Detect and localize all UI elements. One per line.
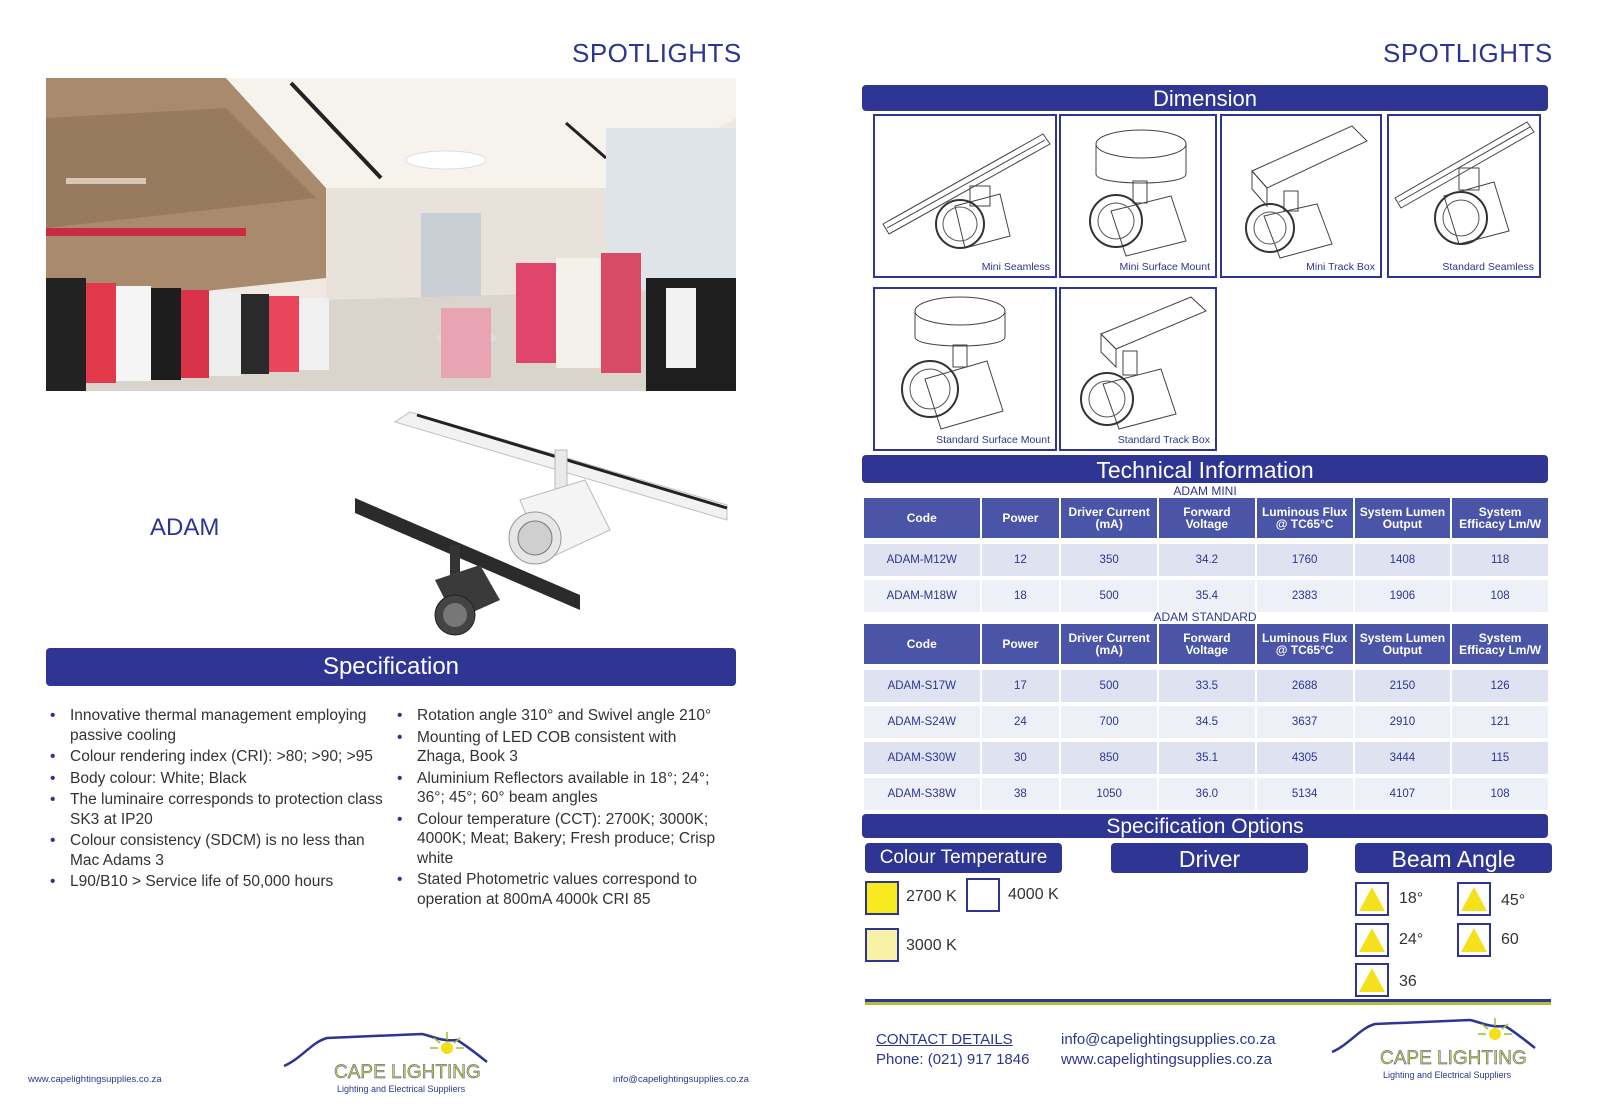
contact-email-link[interactable]: info@capelightingsupplies.co.za [1061,1031,1276,1048]
dimension-heading: Dimension [862,85,1548,111]
logo-tagline: Lighting and Electrical Suppliers [337,1084,466,1094]
cell-lumen: 2910 [1355,706,1451,738]
dimension-mini-seamless [873,114,1057,278]
beam-24-label: 24° [1399,931,1424,948]
cell-lumen: 3444 [1355,742,1451,774]
spec-item: • Colour temperature (CCT): 2700K; 3000K; 4000K; Meat; Bakery; Fresh produce; Crisp white [393,810,723,869]
cape-lighting-logo [1330,1014,1540,1089]
dimension-caption: Mini Surface Mount [1119,261,1210,273]
specification-heading: Specification [46,648,736,686]
col-header: System Lumen Output [1355,624,1451,664]
label-4000k: 4000 K [1008,886,1059,903]
beam-24-icon [1355,923,1389,957]
footer-divider-green [865,1002,1551,1005]
spec-item: • Body colour: White; Black [46,769,386,789]
cell-flux: 2688 [1257,670,1353,702]
cell-voltage: 35.1 [1159,742,1255,774]
table-row [864,742,1548,774]
dimension-standard-track-box [1059,287,1217,451]
cell-efficacy: 126 [1452,670,1548,702]
spec-item: • Rotation angle 310° and Swivel angle 210° [393,706,723,726]
dimension-standard-seamless [1387,114,1541,278]
beam-36-label: 36 [1399,973,1417,990]
cell-flux: 2383 [1257,580,1353,612]
col-header: System Efficacy Lm/W [1452,498,1548,538]
beam-angle-heading: Beam Angle [1355,843,1552,873]
left-page-title: SPOTLIGHTS [572,38,742,68]
footer-email: info@capelightingsupplies.co.za [613,1074,749,1085]
table-row [864,778,1548,810]
cell-code: ADAM-S30W [864,742,980,774]
spec-options-heading: Specification Options [862,814,1548,838]
label-3000k: 3000 K [906,937,957,954]
beam-45-label: 45° [1501,892,1526,909]
cell-current: 500 [1061,670,1157,702]
cell-code: ADAM-S38W [864,778,980,810]
col-header: Driver Current (mA) [1061,624,1157,664]
dimension-caption: Standard Track Box [1117,434,1210,446]
col-header: Luminous Flux @ TC65°C [1257,624,1353,664]
beam-36-icon [1355,963,1389,997]
swatch-3000k [865,928,899,962]
cell-voltage: 34.2 [1159,544,1255,576]
dimension-mini-track-box [1220,114,1382,278]
col-header: Driver Current (mA) [1061,498,1157,538]
adam-standard-table [862,624,1550,810]
swatch-2700k [865,881,899,915]
cell-efficacy: 108 [1452,778,1548,810]
cell-current: 500 [1061,580,1157,612]
spec-list-col1 [46,706,386,894]
cell-power: 18 [982,580,1060,612]
table-row [864,580,1548,612]
col-header: Power [982,498,1060,538]
col-header: Power [982,624,1060,664]
cell-current: 850 [1061,742,1157,774]
cell-voltage: 34.5 [1159,706,1255,738]
technical-info-heading: Technical Information [862,455,1548,483]
swatch-4000k [966,878,1000,912]
cell-efficacy: 118 [1452,544,1548,576]
cell-flux: 4305 [1257,742,1353,774]
cell-power: 12 [982,544,1060,576]
cell-power: 38 [982,778,1060,810]
spec-item: • L90/B10 > Service life of 50,000 hours [46,872,386,892]
col-header: Luminous Flux @ TC65°C [1257,498,1353,538]
beam-60-icon [1457,923,1491,957]
dimension-caption: Mini Seamless [981,261,1050,273]
cell-code: ADAM-M18W [864,580,980,612]
col-header: System Lumen Output [1355,498,1451,538]
logo-tagline: Lighting and Electrical Suppliers [1383,1070,1512,1080]
spec-list-col2 [393,706,723,911]
cell-current: 350 [1061,544,1157,576]
col-header: System Efficacy Lm/W [1452,624,1548,664]
adam-standard-title: ADAM STANDARD [1153,610,1257,624]
dimension-caption: Standard Seamless [1442,261,1534,273]
driver-heading: Driver [1111,843,1308,873]
table-row [864,544,1548,576]
dimension-caption: Mini Track Box [1306,261,1375,273]
track-spotlight-product-image [355,410,730,640]
product-name: ADAM [150,514,220,541]
contact-phone: Phone: (021) 917 1846 [876,1051,1030,1068]
cell-power: 17 [982,670,1060,702]
adam-mini-table [862,498,1550,612]
cell-code: ADAM-M12W [864,544,980,576]
col-header: Forward Voltage [1159,624,1255,664]
logo-name: CAPE LIGHTING [334,1062,481,1083]
footer-website: www.capelightingsupplies.co.za [28,1074,162,1085]
cell-power: 24 [982,706,1060,738]
cell-code: ADAM-S24W [864,706,980,738]
cell-lumen: 2150 [1355,670,1451,702]
cell-flux: 1760 [1257,544,1353,576]
cell-lumen: 1906 [1355,580,1451,612]
cell-current: 1050 [1061,778,1157,810]
store-interior-photo [46,78,736,391]
cell-efficacy: 115 [1452,742,1548,774]
beam-18-icon [1355,882,1389,916]
right-page-title: SPOTLIGHTS [1383,38,1553,68]
adam-mini-title: ADAM MINI [1173,484,1237,498]
spec-item: • Colour consistency (SDCM) is no less than Mac Adams 3 [46,831,386,870]
colour-temperature-heading: Colour Temperature [865,843,1062,873]
table-row [864,706,1548,738]
contact-website-link[interactable]: www.capelightingsupplies.co.za [1061,1051,1272,1068]
cell-lumen: 1408 [1355,544,1451,576]
cell-efficacy: 108 [1452,580,1548,612]
cell-flux: 5134 [1257,778,1353,810]
cell-voltage: 35.4 [1159,580,1255,612]
logo-name: CAPE LIGHTING [1380,1048,1527,1069]
table-row [864,670,1548,702]
spec-item: • Aluminium Reflectors available in 18°; 24°; 36°; 45°; 60° beam angles [393,769,723,808]
cell-flux: 3637 [1257,706,1353,738]
dimension-caption: Standard Surface Mount [936,434,1050,446]
spec-item: • The luminaire corresponds to protection class SK3 at IP20 [46,790,386,829]
beam-60-label: 60 [1501,931,1519,948]
label-2700k: 2700 K [906,888,957,905]
cell-current: 700 [1061,706,1157,738]
beam-45-icon [1457,882,1491,916]
col-header: Code [864,624,980,664]
cell-voltage: 36.0 [1159,778,1255,810]
spec-item: • Innovative thermal management employing passive cooling [46,706,386,745]
spec-item: • Mounting of LED COB consistent with Zhaga, Book 3 [393,728,723,767]
dimension-standard-surface-mount [873,287,1057,451]
spec-item: • Colour rendering index (CRI): >80; >90; >95 [46,747,386,767]
cell-lumen: 4107 [1355,778,1451,810]
cell-efficacy: 121 [1452,706,1548,738]
contact-heading: CONTACT DETAILS [876,1031,1013,1048]
cell-code: ADAM-S17W [864,670,980,702]
beam-18-label: 18° [1399,890,1424,907]
cell-power: 30 [982,742,1060,774]
cape-lighting-logo [282,1028,492,1098]
col-header: Code [864,498,980,538]
cell-voltage: 33.5 [1159,670,1255,702]
col-header: Forward Voltage [1159,498,1255,538]
dimension-mini-surface-mount [1059,114,1217,278]
spec-item: • Stated Photometric values correspond to operation at 800mA 4000k CRI 85 [393,870,723,909]
